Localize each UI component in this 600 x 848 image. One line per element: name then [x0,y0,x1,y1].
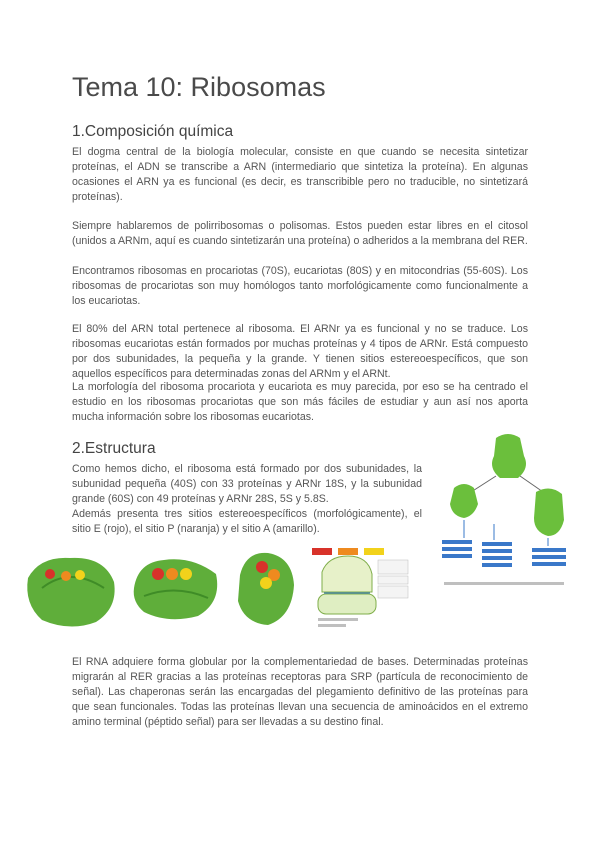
paragraph: La morfología del ribosoma procariota y eucariota es muy parecida, por eso se ha centrado el estudio en los ribosomas procariotas que son más fáciles de estudiar y aun así nos aporta mucha información sobre los ribosomas eucariotas. [72,381,528,423]
site-p-marker [61,571,71,581]
section-heading-estructura: 2.Estructura [72,440,156,457]
site-a-label-box [364,548,384,555]
paragraph: El dogma central de la biología molecular, consiste en que cuando se necesita sintetizar proteínas, el ADN se transcribe a ARN (intermediario que sintetiza la proteína). En algunas ocasiones el ARN ya es funcional (es decir, es transcribible pero no traducible, no sintetizará proteínas). [72,146,528,203]
ribosome-model-3 [230,545,300,629]
rna-stack-left [442,540,472,558]
site-e-label-box [312,548,332,555]
site-a-marker [75,570,85,580]
paragraph: Encontramos ribosomas en procariotas (70S), eucariotas (80S) y en mitocondrias (55-60S). Los ribosomas de procariotas son muy homólogos tanto morfológicamente como funcionalmente a los eucariotas. [72,265,528,307]
page-title: Tema 10: Ribosomas [72,72,326,102]
ribosome-model-2 [128,552,224,624]
paragraph: El RNA adquiere forma globular por la complementariedad de bases. Determinadas proteínas migrarán al RER gracias a las proteínas receptoras para SRP (partícula de reconocimiento de señal). Las chaperonas serán las encargadas del plegamiento definitivo de las proteínas para que sean funcionales. Todas las proteínas llevan una secuencia de aminoácidos en el extremo amino terminal (péptido señal) para ser llevadas a su destino final. [72,656,528,728]
caption-placeholder [444,582,564,585]
site-a-marker [260,577,272,589]
ribosome-assembly-diagram [434,428,586,594]
site-a-marker [180,568,192,580]
large-subunit-outline [322,556,372,592]
paragraph: Como hemos dicho, el ribosoma está formado por dos subunidades, la subunidad pequeña (40S) con 33 proteínas y ARNr 18S, y la subunidad grande (60S) con 49 proteínas y ARNr 28S, 5S y 5.8S. [72,463,422,505]
site-p-marker [166,568,178,580]
rna-stack-right [532,548,566,566]
ribosome-sites-schematic [310,546,412,630]
paragraph: Siempre hablaremos de polirribosomas o polisomas. Estos pueden estar libres en el citosol (unidos a ARNm, aquí es cuando sintetizarán una proteína) o adheridos a la membrana del RER. [72,220,528,247]
site-e-marker [256,561,268,573]
site-e-marker [152,568,164,580]
site-p-label-box [338,548,358,555]
small-subunit-outline [318,594,376,614]
site-e-marker [45,569,55,579]
large-subunit-shape [534,488,564,536]
ribosome-model-1 [20,548,120,632]
paragraph: Además presenta tres sitios estereoespecíficos (morfológicamente), el sitio E (rojo), el sitio P (naranja) y el sitio A (amarillo). [72,508,422,535]
paragraph: El 80% del ARN total pertenece al ribosoma. El ARNr ya es funcional y no se traduce. Los ribosomas eucariotas están formados por muchas proteínas y 4 tipos de ARNr. Está compuesto por dos subunidades, la pequeña y la grande. Y tienen sitios estereoespecíficos, que son aquellos específicos para determinadas zonas del ARNm y el ARNt. [72,323,528,380]
section-heading-composicion: 1.Composición química [72,123,234,140]
